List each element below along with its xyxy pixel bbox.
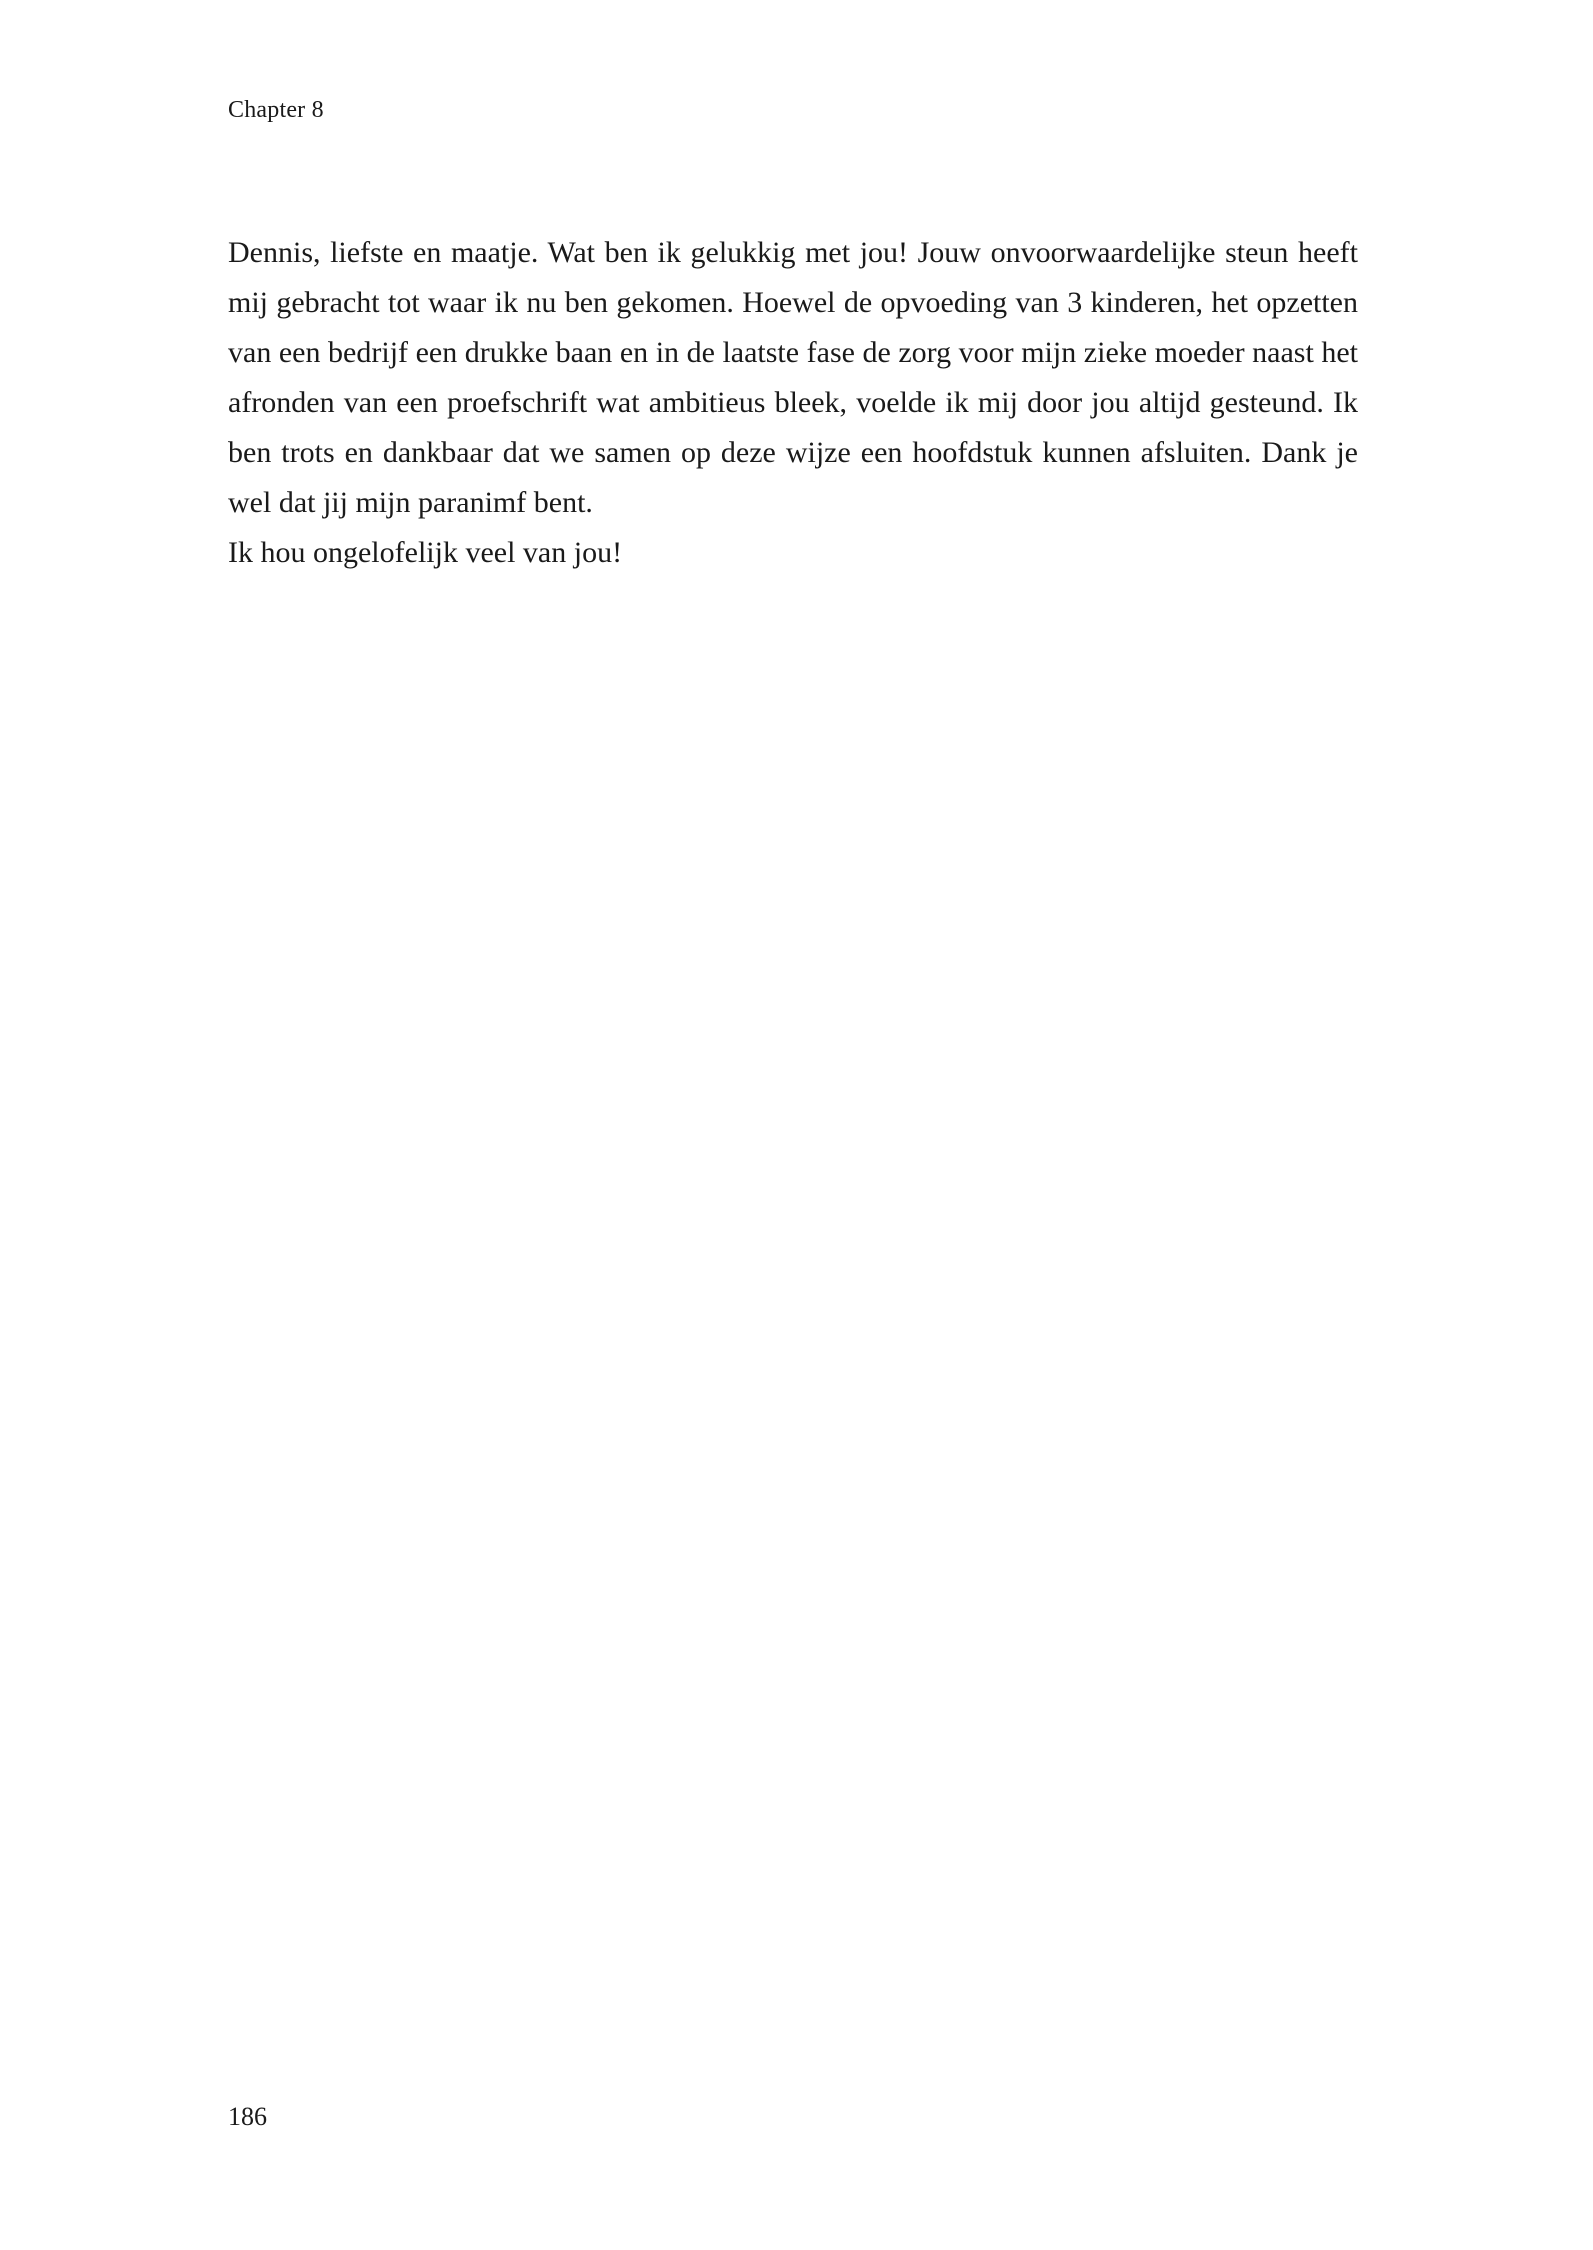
running-head: Chapter 8 xyxy=(228,97,324,123)
paragraph: Dennis, liefste en maatje. Wat ben ik gelukkig met jou! Jouw onvoorwaardelijke steun heeft mij gebracht tot waar ik nu ben gekomen. Hoewel de opvoeding van 3 kinderen, het opzetten van een bedrijf een drukke baan en in de laatste fase de zorg voor mijn zieke moeder naast het afronden van een proefschrift wat ambitieus bleek, voelde ik mij door jou altijd gesteund. Ik ben trots en dankbaar dat we samen op deze wijze een hoofdstuk kunnen afsluiten. Dank je wel dat jij mijn paranimf bent. xyxy=(228,236,1358,519)
page-body xyxy=(228,228,1358,578)
page-number: 186 xyxy=(228,2102,267,2131)
paragraph: Ik hou ongelofelijk veel van jou! xyxy=(228,536,623,569)
